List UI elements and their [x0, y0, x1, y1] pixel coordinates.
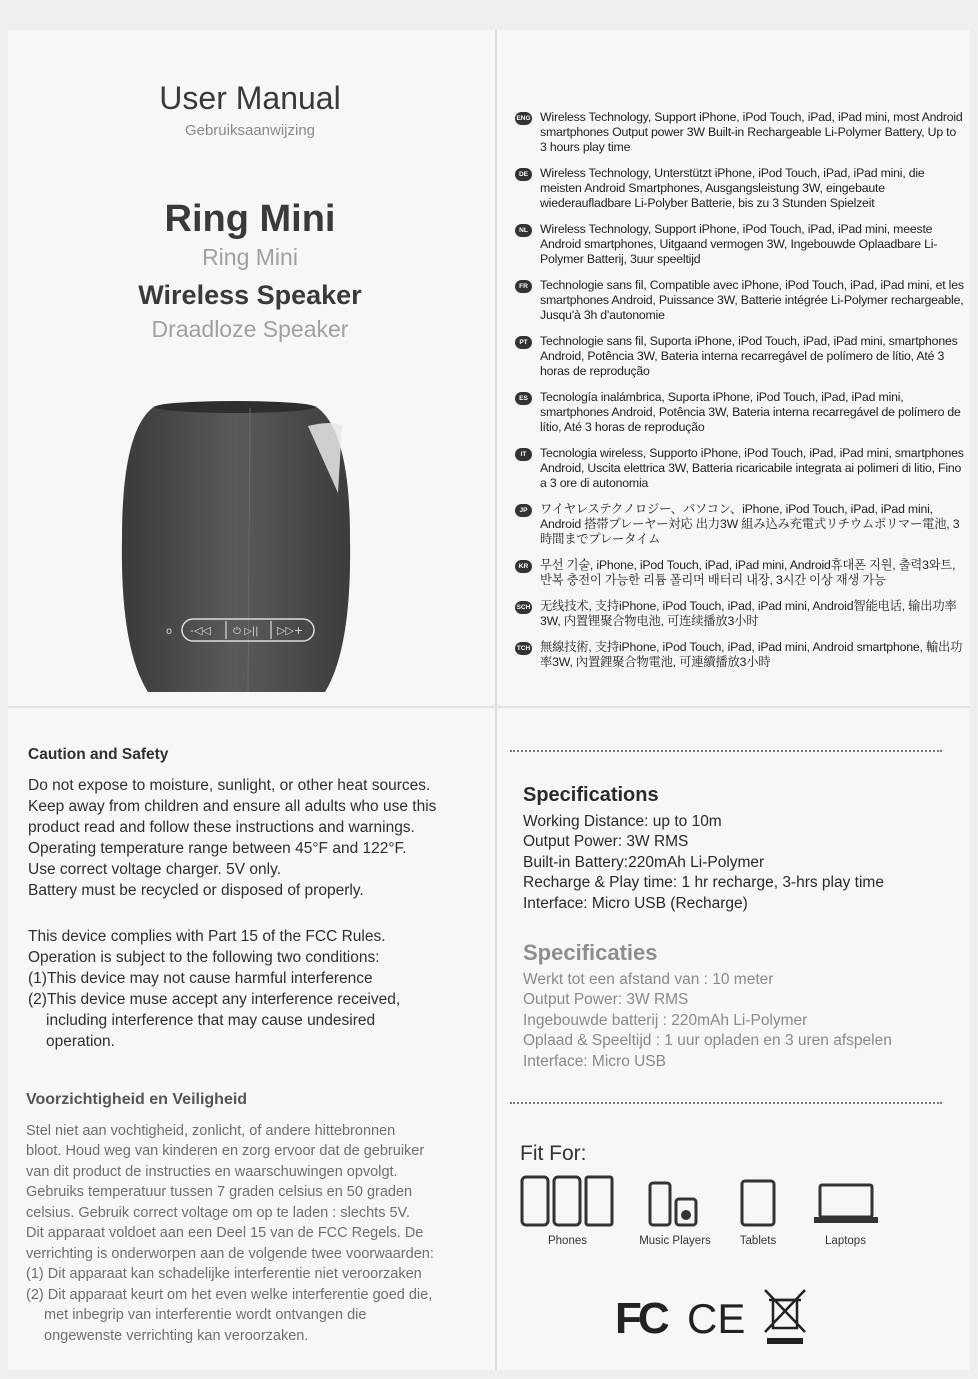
- language-badge: ES: [515, 392, 532, 405]
- speaker-play-button: ⏻ ▷||: [233, 626, 259, 637]
- fcc-line: (1)This device may not cause harmful interference: [28, 970, 373, 987]
- caution-line: Operating temperature range between 45°F and 122°F.: [28, 840, 407, 857]
- manual-title: User Manual: [159, 80, 341, 116]
- language-text: ワイヤレステクノロジー、パソコン、iPhone, iPod Touch, iPad, iPad mini, Android 搭帯プレーヤー対応 出力3W 組み込み充電式リチウムポリマー電池, 3時間までプレータイム: [540, 502, 960, 546]
- language-text: 無線技術, 支持iPhone, iPod Touch, iPad, iPad mini, Android smartphone, 輸出功率3W, 內置鋰聚合物電池, 可連續播放3小時: [540, 640, 963, 669]
- language-text: 无线技术, 支持iPhone, iPod Touch, iPad, iPad mini, Android智能电话, 输出功率3W, 内置锂聚合物电池, 可连续播放3小时: [540, 599, 957, 628]
- fcc-line: operation.: [46, 1033, 115, 1050]
- fit-for-label: Fit For:: [520, 1142, 587, 1165]
- caution-nl-line: Gebruiks temperatuur tussen 7 graden celsius en 50 graden: [26, 1184, 413, 1200]
- device-label: Laptops: [825, 1235, 866, 1247]
- specifications-section: [523, 785, 953, 914]
- specifications-heading-nl: Specificaties: [523, 940, 658, 965]
- language-item: [515, 640, 965, 670]
- fold-line-horizontal: [8, 706, 970, 708]
- product-name: Ring Mini: [164, 198, 336, 240]
- caution-nl-line: van dit product de instructies en waarschuwingen opvolgt.: [26, 1163, 398, 1180]
- fcc-line: This device complies with Part 15 of the FCC Rules.: [28, 928, 386, 945]
- caution-nl-line: bloot. Houd weg van kinderen en zorg ervoor dat de gebruiker: [26, 1143, 425, 1159]
- language-item: [515, 166, 965, 211]
- certification-logos: [615, 1288, 815, 1348]
- language-text: Wireless Technology, Support iPhone, iPod Touch, iPad, iPad mini, most Android smartphones Output power 3W Built-in Rechargeable Li-Polymer Battery, Up to 3 hours play time: [540, 110, 963, 154]
- specifications-section-nl: [523, 940, 953, 1072]
- product-type-nl: Draadloze Speaker: [151, 316, 349, 342]
- language-text: 무선 기술, iPhone, iPod Touch, iPad, iPad mini, Android휴대폰 지원, 출력3와트, 반복 충전이 가능한 리튬 폴리머 배터리 내장, 3시간 이상 재생 가능: [540, 558, 956, 587]
- caution-nl-line: Dit apparaat voldoet aan een Deel 15 van de FCC Regels. De: [26, 1225, 424, 1241]
- caution-section: [28, 744, 488, 1052]
- caution-nl-line: celsius. Gebruik correct voltage om op te laden : slechts 5V.: [26, 1204, 410, 1221]
- fcc-line: Operation is subject to the following two conditions:: [28, 949, 380, 966]
- language-badge: PT: [515, 336, 532, 349]
- speaker-next-button: ▷▷+: [277, 624, 304, 637]
- caution-line: product read and follow these instructions and warnings.: [28, 819, 415, 836]
- caution-heading: Caution and Safety: [28, 746, 169, 763]
- language-badge: JP: [515, 504, 532, 517]
- dotted-divider: [510, 750, 942, 752]
- fcc-line: (2)This device muse accept any interference received,: [28, 991, 401, 1008]
- speaker-prev-button: -◁◁: [190, 624, 211, 637]
- language-text: Technologie sans fil, Suporta iPhone, iPod Touch, iPad, iPad mini, smartphones Android, Potência 3W, Bateria interna recarregável de polímero de lítio, Até 3 horas de reprodução: [540, 334, 958, 378]
- language-text: Tecnologia wireless, Supporto iPhone, iPod Touch, iPad, iPad mini, smartphones Android, Uscita elettrica 3W, Batteria ricaricabile integrata ai polimeri di litio, Fino a 3 ore di autonomia: [540, 446, 964, 490]
- caution-nl-line: met inbegrip van interferentie wordt ontvangen die: [44, 1307, 367, 1323]
- caution-nl-line: (1) Dit apparaat kan schadelijke interferentie niet veroorzaken: [26, 1266, 422, 1282]
- language-item: [515, 334, 965, 379]
- language-badge: IT: [515, 448, 532, 461]
- language-item: [515, 390, 965, 435]
- spec-nl-line: Oplaad & Speeltijd : 1 uur opladen en 3 uren afspelen: [523, 1032, 892, 1049]
- caution-line: Battery must be recycled or disposed of properly.: [28, 882, 364, 899]
- language-text: Tecnología inalámbrica, Suporta iPhone, iPod Touch, iPad, iPad mini, smartphones Android, Potência 3W, Bateria interna recarregável de polímero de lítio, Até 3 horas de reprodução: [540, 390, 961, 434]
- language-item: [515, 558, 965, 588]
- device-label: Music Players: [639, 1235, 711, 1247]
- device-label: Phones: [547, 1235, 587, 1247]
- tablet-icon: [728, 1175, 788, 1227]
- language-item: [515, 502, 965, 547]
- spec-nl-line: Werkt tot een afstand van : 10 meter: [523, 970, 774, 988]
- caution-heading-nl: Voorzichtigheid en Veiligheid: [26, 1091, 248, 1108]
- language-badge: FR: [515, 280, 532, 293]
- language-feature-list: [515, 110, 965, 681]
- language-text: Wireless Technology, Support iPhone, iPod Touch, iPad, iPad mini, meeste Android smartphones, Uitgaand vermogen 3W, Ingebouwde Oplaadbare Li-Polymer Batterij, 3uur speeltijd: [540, 222, 938, 266]
- product-type: Wireless Speaker: [138, 280, 362, 310]
- caution-line: Do not expose to moisture, sunlight, or other heat sources.: [28, 777, 431, 794]
- caution-nl-line: verrichting is onderworpen aan de volgende twee voorwaarden:: [26, 1245, 434, 1262]
- spec-nl-line: Ingebouwde batterij : 220mAh Li-Polymer: [523, 1011, 808, 1029]
- language-text: Wireless Technology, Unterstützt iPhone, iPod Touch, iPad, iPad mini, die meisten Android Smartphones, Ausgangsleistung 3W, eingebaute wiederaufladbare Li-Polyber Batterie, bis zu 3 Stunden Spielzeit: [540, 166, 925, 210]
- manual-title-nl: Gebruiksaanwijzing: [184, 122, 316, 139]
- laptop-icon: [808, 1175, 883, 1227]
- spec-line: Recharge & Play time: 1 hr recharge, 3-hrs play time: [523, 874, 884, 891]
- spec-line: Built-in Battery:220mAh Li-Polymer: [523, 853, 765, 871]
- fcc-line: including interference that may cause undesired: [46, 1012, 376, 1029]
- spec-line: Output Power: 3W RMS: [523, 833, 689, 850]
- language-badge: ENG: [515, 112, 532, 125]
- language-item: [515, 222, 965, 267]
- product-name-nl: Ring Mini: [202, 244, 298, 270]
- spec-nl-line: Output Power: 3W RMS: [523, 991, 689, 1008]
- phones-icon: [520, 1175, 615, 1227]
- language-badge: TCH: [515, 642, 532, 655]
- weee-bin-icon: [765, 1290, 805, 1344]
- music-player-icon: [635, 1175, 715, 1227]
- language-item: [515, 446, 965, 491]
- language-badge: DE: [515, 168, 532, 181]
- caution-nl-line: Stel niet aan vochtigheid, zonlicht, of andere hittebronnen: [26, 1122, 396, 1139]
- caution-line: Use correct voltage charger. 5V only.: [28, 861, 282, 878]
- caution-nl-line: (2) Dit apparaat keurt om het even welke interferentie goed die,: [26, 1286, 433, 1303]
- language-badge: SCH: [515, 601, 532, 614]
- language-item: [515, 110, 965, 155]
- spec-line: Working Distance: up to 10m: [523, 812, 722, 830]
- language-text: Technologie sans fil, Compatible avec iPhone, iPod Touch, iPad, iPad mini, et les smartphones Android, Puissance 3W, Batterie intégrée Li-Polymer rechargeable, Jusqu'à 3h d'autonomie: [540, 278, 964, 322]
- language-badge: NL: [515, 224, 532, 237]
- caution-section-nl: [26, 1090, 486, 1346]
- speaker-illustration: [110, 398, 360, 696]
- language-badge: KR: [515, 560, 532, 573]
- spec-line: Interface: Micro USB (Recharge): [523, 894, 748, 912]
- specifications-heading: Specifications: [523, 784, 659, 806]
- spec-nl-line: Interface: Micro USB: [523, 1052, 666, 1070]
- ce-logo: CE: [687, 1295, 746, 1342]
- speaker-power-dot: o: [166, 626, 173, 637]
- language-item: [515, 599, 965, 629]
- device-label: Tablets: [739, 1235, 777, 1247]
- language-item: [515, 278, 965, 323]
- caution-nl-line: ongewenste verrichting kan veroorzaken.: [44, 1327, 309, 1344]
- dotted-divider: [510, 1102, 942, 1104]
- fcc-logo: FC: [615, 1294, 666, 1343]
- caution-line: Keep away from children and ensure all adults who use this: [28, 798, 437, 815]
